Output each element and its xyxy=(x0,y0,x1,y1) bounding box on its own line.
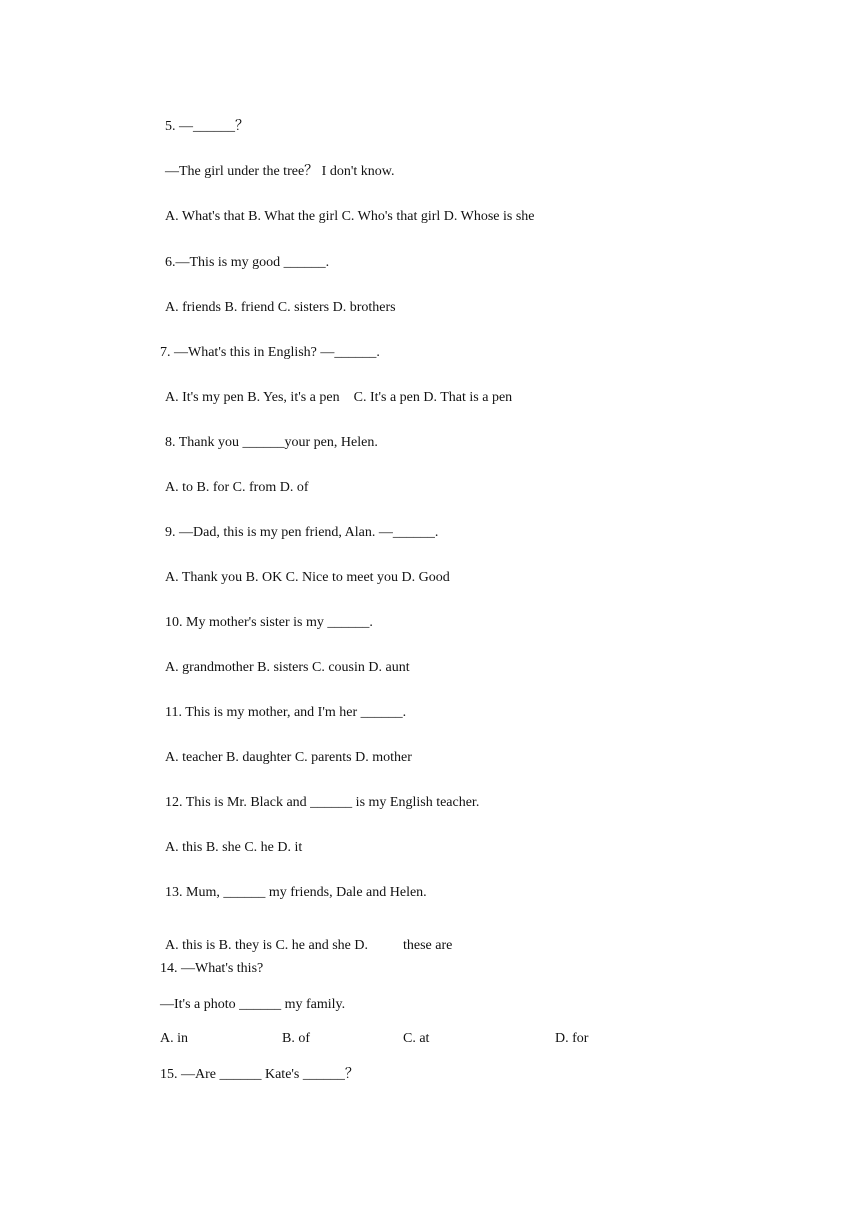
question-14-option-b: B. of xyxy=(282,1031,310,1046)
question-10-options: A. grandmother B. sisters C. cousin D. aunt xyxy=(165,660,410,675)
question-7-stem: 7. —What's this in English? —______. xyxy=(160,345,380,360)
question-11-options: A. teacher B. daughter C. parents D. mother xyxy=(165,750,412,765)
question-14-option-c: C. at xyxy=(403,1031,430,1046)
question-6-options: A. friends B. friend C. sisters D. brothers xyxy=(165,300,396,315)
question-13-stem: 13. Mum, ______ my friends, Dale and Helen. xyxy=(165,885,427,900)
question-10-stem: 10. My mother's sister is my ______. xyxy=(165,615,373,630)
question-8-stem: 8. Thank you ______your pen, Helen. xyxy=(165,435,378,450)
question-12-options: A. this B. she C. he D. it xyxy=(165,840,303,855)
question-7-options: A. It's my pen B. Yes, it's a pen C. It's a pen D. That is a pen xyxy=(165,390,513,405)
question-14-reply: —It's a photo ______ my family. xyxy=(160,997,346,1012)
question-8-options: A. to B. for C. from D. of xyxy=(165,480,309,495)
question-14-option-a: A. in xyxy=(160,1031,188,1046)
question-12-stem: 12. This is Mr. Black and ______ is my English teacher. xyxy=(165,795,480,810)
question-9-options: A. Thank you B. OK C. Nice to meet you D. Good xyxy=(165,570,450,585)
question-13-options: A. this is B. they is C. he and she D. these are xyxy=(165,938,453,953)
question-15-stem: 15. —Are ______ Kate's ______？ xyxy=(160,1067,359,1082)
question-5-options: A. What's that B. What the girl C. Who's that girl D. Whose is she xyxy=(165,209,535,224)
question-6-stem: 6.—This is my good ______. xyxy=(165,255,330,270)
question-14-stem: 14. —What's this? xyxy=(160,961,264,976)
question-9-stem: 9. —Dad, this is my pen friend, Alan. —______. xyxy=(165,525,439,540)
question-5-stem: 5. —______？ xyxy=(165,119,249,134)
question-14-option-d: D. for xyxy=(555,1031,589,1046)
question-11-stem: 11. This is my mother, and I'm her ______. xyxy=(165,705,407,720)
question-5-reply: —The girl under the tree？ I don't know. xyxy=(165,164,395,179)
